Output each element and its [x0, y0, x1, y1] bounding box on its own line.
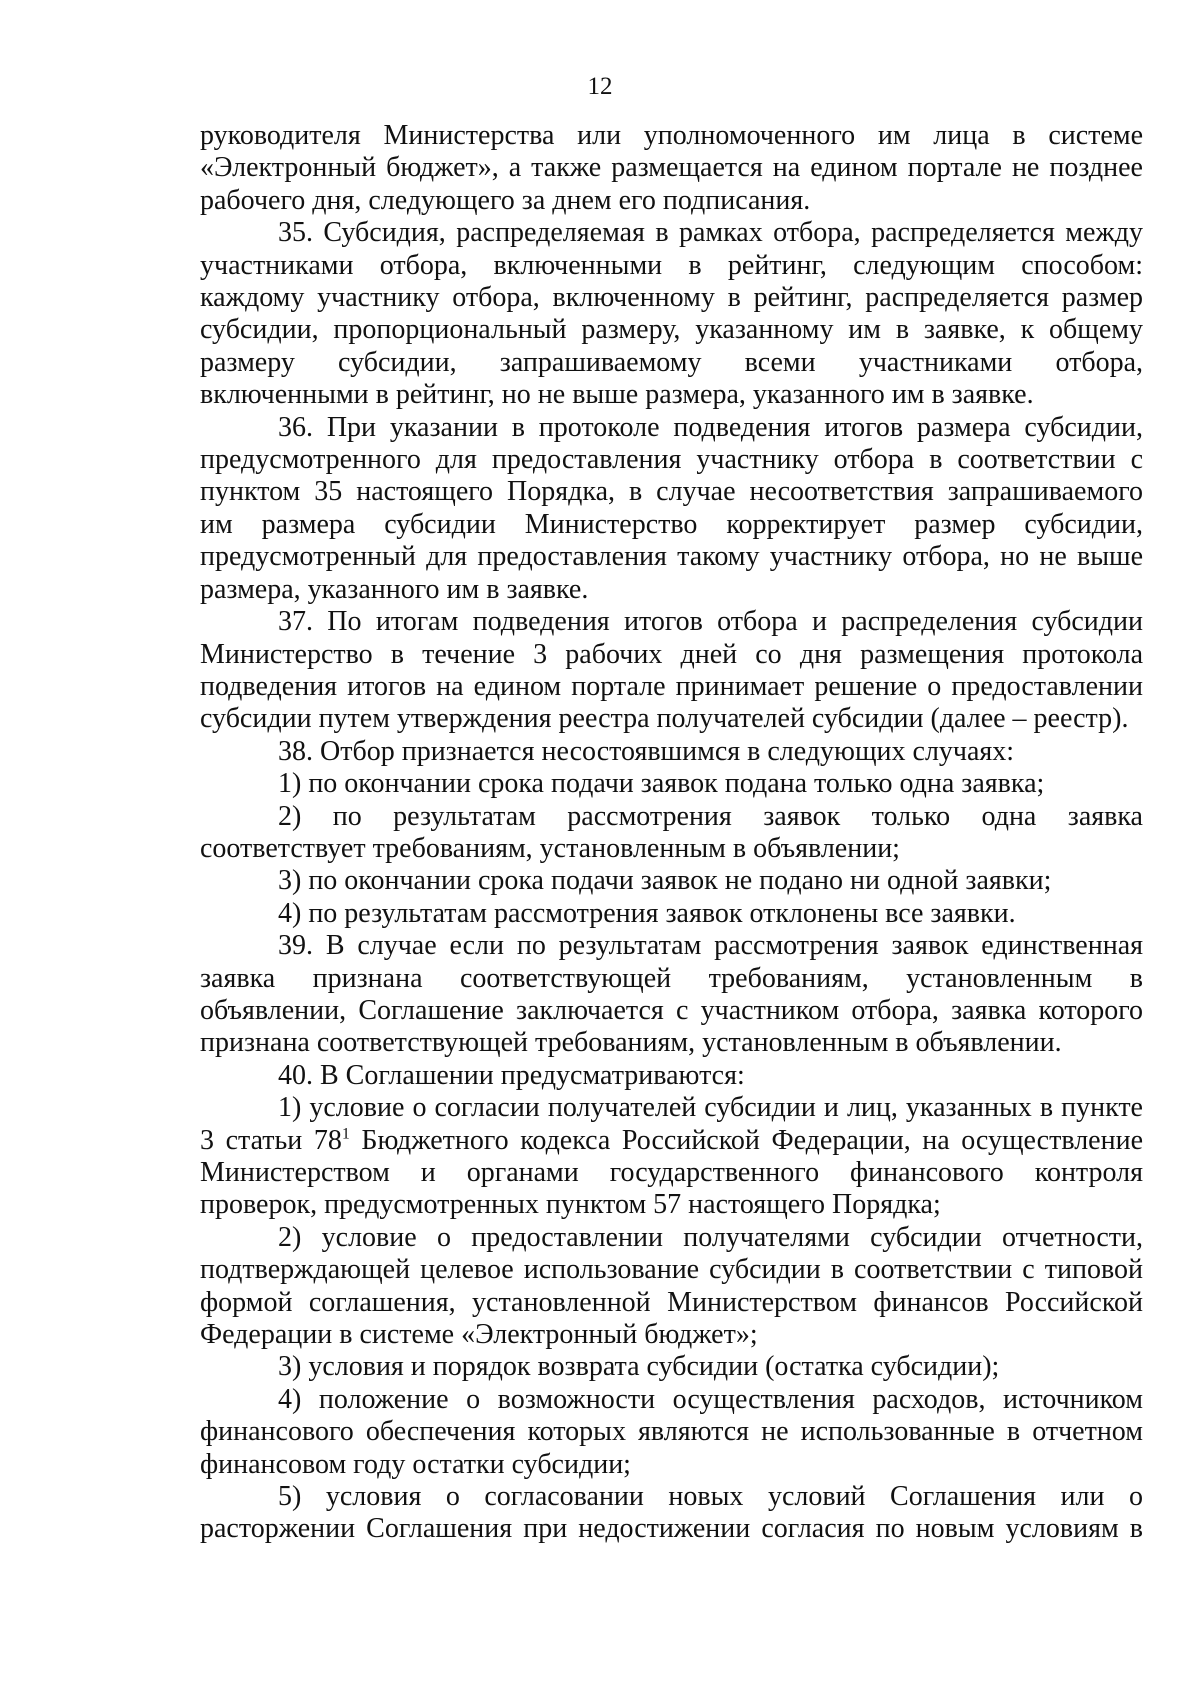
text-line: 4) положение о возможности осуществления расходов, источником [278, 1383, 1143, 1415]
text-segment: 3 статьи 78 [200, 1124, 342, 1156]
text-line: 3) условия и порядок возврата субсидии (остатка субсидии); [278, 1351, 1000, 1383]
text-line: субсидии, пропорциональный размеру, указанному им в заявке, к общему [200, 314, 1143, 346]
text-line: размера, указанного им в заявке. [200, 573, 589, 605]
text-line: формой соглашения, установленной Министерством финансов Российской [200, 1286, 1143, 1318]
text-line: заявка признана соответствующей требованиям, установленным в [200, 962, 1143, 994]
text-line: финансовом году остатки субсидии; [200, 1448, 631, 1480]
text-line: 1) по окончании срока подачи заявок подана только одна заявка; [278, 768, 1045, 800]
text-line: подведения итогов на едином портале принимает решение о предоставлении [200, 670, 1143, 702]
text-line [200, 1125, 1143, 1157]
text-line: 1) условие о согласии получателей субсидии и лиц, указанных в пункте [278, 1092, 1143, 1124]
text-line: признана соответствующей требованиям, установленным в объявлении. [200, 1027, 1062, 1059]
text-line: субсидии путем утверждения реестра получателей субсидии (далее – реестр). [200, 703, 1129, 735]
body-text [200, 120, 1143, 1546]
text-line: 2) условие о предоставлении получателями субсидии отчетности, [278, 1221, 1143, 1253]
text-line: «Электронный бюджет», а также размещается на едином портале не позднее [200, 152, 1143, 184]
text-line: расторжении Соглашения при недостижении согласия по новым условиям в [200, 1513, 1143, 1545]
text-line: Министерством и органами государственного финансового контроля [200, 1157, 1143, 1188]
text-line: каждому участнику отбора, включенному в рейтинг, распределяется размер [200, 282, 1143, 314]
text-line: 3) по окончании срока подачи заявок не подано ни одной заявки; [278, 865, 1052, 897]
text-line: предусмотренный для предоставления такому участнику отбора, но не выше [200, 541, 1143, 573]
page-number: 12 [587, 73, 613, 100]
text-line: 39. В случае если по результатам рассмотрения заявок единственная [278, 930, 1143, 962]
text-line: 4) по результатам рассмотрения заявок отклонены все заявки. [278, 897, 1016, 929]
text-segment: Бюджетного кодекса Российской Федерации, на осуществление [349, 1124, 1143, 1156]
text-line: пунктом 35 настоящего Порядка, в случае несоответствия запрашиваемого [200, 476, 1143, 508]
text-line: 2) по результатам рассмотрения заявок только одна заявка [278, 800, 1143, 832]
text-line: размеру субсидии, запрашиваемому всеми участниками отбора, [200, 346, 1143, 378]
text-line: финансового обеспечения которых являются не использованные в отчетном [200, 1416, 1143, 1448]
text-line: предусмотренного для предоставления участнику отбора в соответствии с [200, 444, 1143, 476]
text-line: 37. По итогам подведения итогов отбора и распределения субсидии [278, 606, 1143, 638]
text-line: 40. В Соглашении предусматриваются: [278, 1059, 745, 1091]
text-line: Министерство в течение 3 рабочих дней со дня размещения протокола [200, 638, 1143, 670]
text-line: включенными в рейтинг, но не выше размера, указанного им в заявке. [200, 379, 1034, 411]
text-line: подтверждающей целевое использование субсидии в соответствии с типовой [200, 1254, 1143, 1286]
text-line: 38. Отбор признается несостоявшимся в следующих случаях: [278, 735, 1015, 767]
superscript: 1 [341, 1125, 350, 1143]
text-line: участниками отбора, включенными в рейтинг, следующим способом: [200, 249, 1143, 281]
text-line: 5) условия о согласовании новых условий Соглашения или о [278, 1481, 1143, 1513]
text-line: Федерации в системе «Электронный бюджет»; [200, 1319, 758, 1351]
text-line: рабочего дня, следующего за днем его подписания. [200, 184, 811, 216]
text-line: 36. При указании в протоколе подведения итогов размера субсидии, [278, 411, 1143, 443]
text-line: 35. Субсидия, распределяемая в рамках отбора, распределяется между [278, 217, 1143, 249]
text-line: руководителя Министерства или уполномоченного им лица в системе [200, 120, 1143, 151]
text-line: соответствует требованиям, установленным в объявлении; [200, 832, 900, 864]
text-line: проверок, предусмотренных пунктом 57 настоящего Порядка; [200, 1189, 941, 1221]
text-line: объявлении, Соглашение заключается с участником отбора, заявка которого [200, 994, 1143, 1026]
text-line: им размера субсидии Министерство корректирует размер субсидии, [200, 508, 1143, 540]
